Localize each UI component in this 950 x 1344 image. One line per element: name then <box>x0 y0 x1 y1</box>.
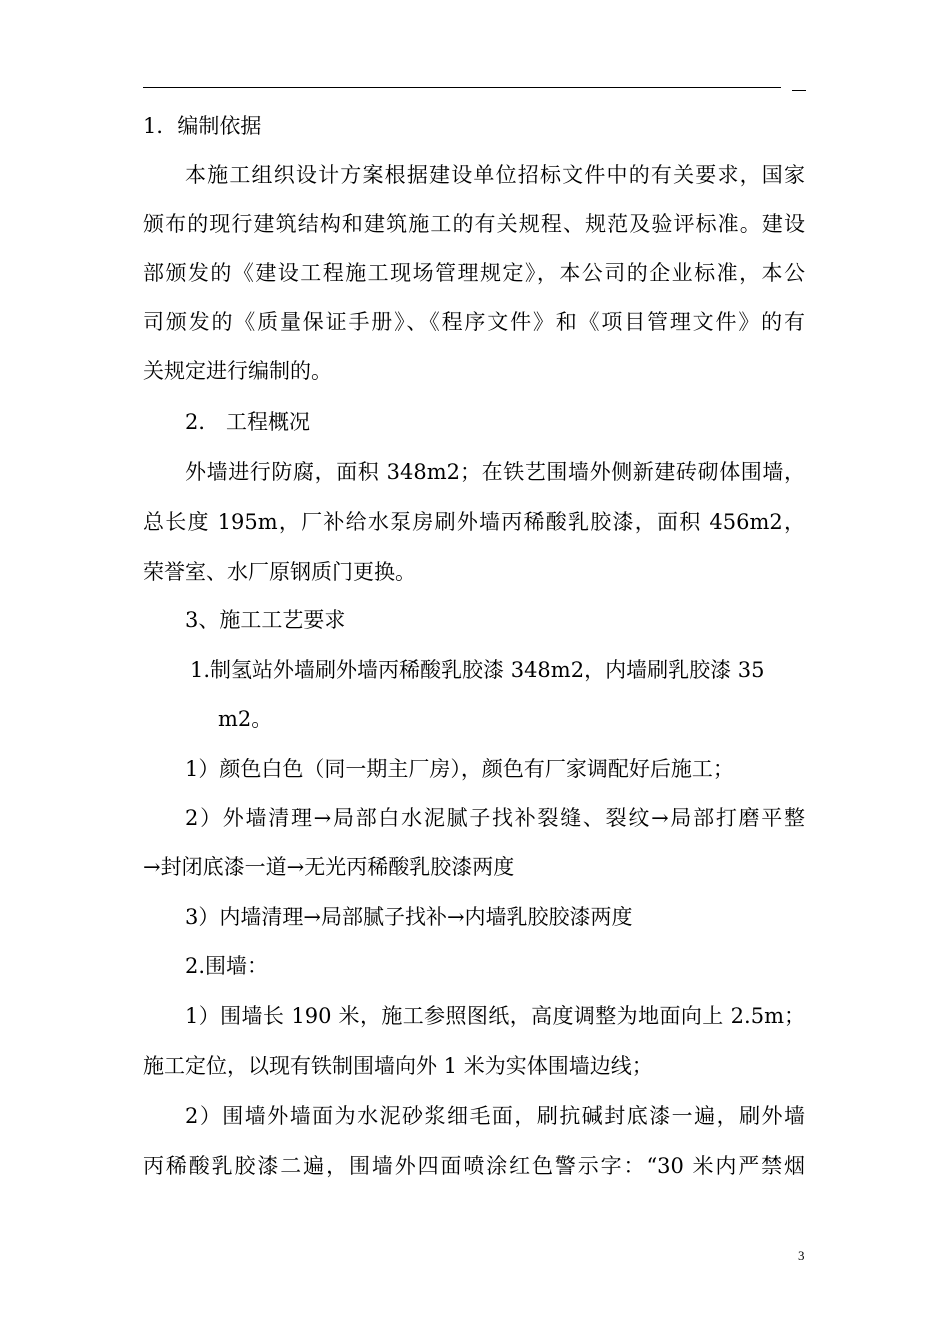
section-2-heading: 2． 工程概况 <box>185 410 311 434</box>
paragraph-line: 外墙进行防腐，面积 348m2；在铁艺围墙外侧新建砖砌体围墙， <box>185 460 805 484</box>
list-item-heading: 2.围墙： <box>185 954 269 978</box>
sub-item-line: 3）内墙清理→局部腻子找补→内墙乳胶胶漆两度 <box>185 905 633 929</box>
list-item-line: 1.制氢站外墙刷外墙丙稀酸乳胶漆 348m2，内墙刷乳胶漆 35 <box>190 658 765 682</box>
sub-item-line: 1）颜色白色（同一期主厂房），颜色有厂家调配好后施工； <box>185 757 734 781</box>
sub-item-line: 施工定位，以现有铁制围墙向外 1 米为实体围墙边线； <box>143 1054 653 1078</box>
paragraph-line: 总长度 195m，厂补给水泵房刷外墙丙稀酸乳胶漆，面积 456m2， <box>143 510 805 534</box>
page-number: 3 <box>798 1248 805 1263</box>
paragraph-line: 本施工组织设计方案根据建设单位招标文件中的有关要求，国家 <box>185 163 805 187</box>
sub-item-line: 2）外墙清理→局部白水泥腻子找补裂缝、裂纹→局部打磨平整 <box>185 806 805 830</box>
header-rule <box>143 87 781 88</box>
sub-item-line: →封闭底漆一道→无光丙稀酸乳胶漆两度 <box>143 855 515 879</box>
list-item-line: m2。 <box>218 707 273 731</box>
sub-item-line: 丙稀酸乳胶漆二遍，围墙外四面喷涂红色警示字：“30 米内严禁烟 <box>143 1154 805 1178</box>
header-dash <box>792 90 806 91</box>
paragraph-line: 颁布的现行建筑结构和建筑施工的有关规程、规范及验评标准。建设 <box>143 212 805 236</box>
paragraph-line: 荣誉室、水厂原钢质门更换。 <box>143 560 416 584</box>
sub-item-line: 1）围墙长 190 米，施工参照图纸，高度调整为地面向上 2.5m； <box>185 1004 805 1028</box>
paragraph-line: 部颁发的《建设工程施工现场管理规定》，本公司的企业标准，本公 <box>143 261 805 285</box>
section-3-heading: 3、施工工艺要求 <box>185 608 346 632</box>
paragraph-line: 司颁发的《质量保证手册》、《程序文件》和《项目管理文件》的有 <box>143 310 805 334</box>
paragraph-line: 关规定进行编制的。 <box>143 359 332 383</box>
sub-item-line: 2）围墙外墙面为水泥砂浆细毛面，刷抗碱封底漆一遍，刷外墙 <box>185 1104 805 1128</box>
section-1-heading: 1．编制依据 <box>143 114 262 138</box>
